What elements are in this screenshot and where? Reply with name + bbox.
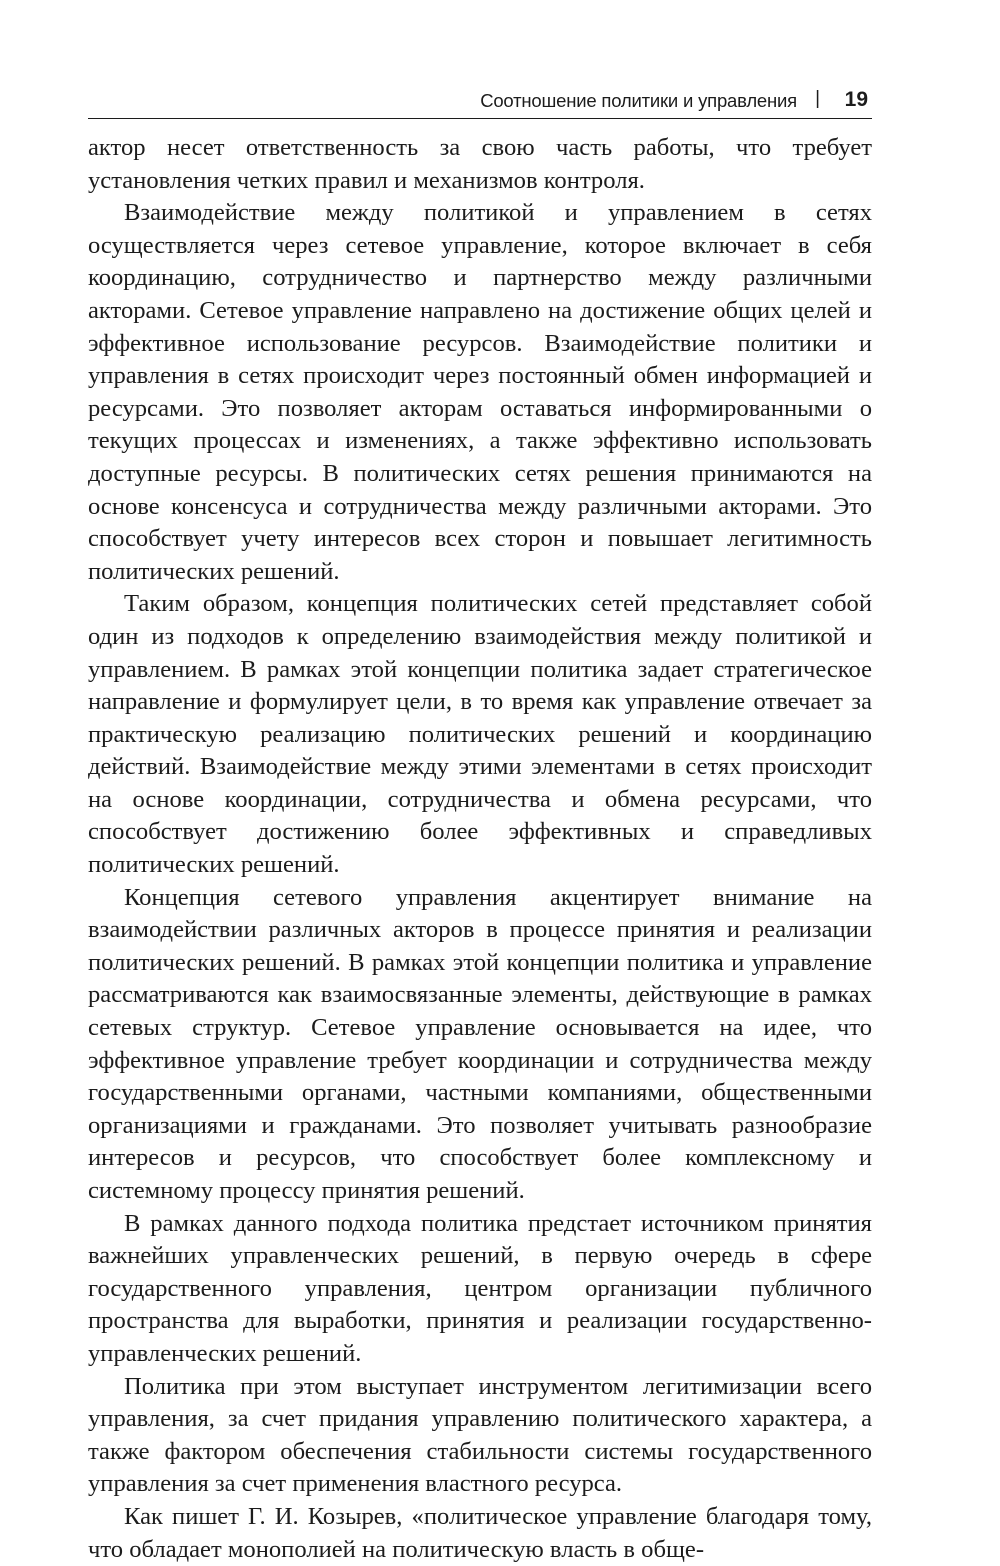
running-title: Соотношение политики и управления [480, 90, 797, 111]
page-number: 19 [844, 88, 868, 111]
paragraph: Взаимодействие между политикой и управлением в сетях осуществляется через сетевое управление, которое включает в себя координацию, сотрудничество и партнерство между различными акторами. Сетевое управление направлено на достижение общих целей и эффективное использование ресурсов. Взаимодействие политики и управления в сетях происходит через постоянный обмен информацией и ресурсами. Это позволяет акторам оставаться информированными о текущих процессах и изменениях, а также эффективно использовать доступные ресурсы. В политических сетях решения принимаются на основе консенсуса и сотрудничества между различными акторами. Это способствует учету интересов всех сторон и повышает легитимность политических решений. [88, 199, 872, 585]
header-separator: | [815, 88, 820, 109]
paragraph: В рамках данного подхода политика предстает источником принятия важнейших управленческих решений, в первую очередь в сфере государственного управления, центром организации публичного пространства для выработки, принятия и реализации государственно-управленческих решений. [88, 1209, 872, 1367]
paragraph-continued: актор несет ответственность за свою часть работы, что требует установления четких правил и механизмов контроля. [88, 134, 872, 194]
header-rule [88, 118, 872, 119]
paragraph: Как пишет Г. И. Козырев, «политическое управление благодаря тому, что обладает монополией на политическую власть в обще- [88, 1502, 872, 1563]
paragraph: Концепция сетевого управления акцентирует внимание на взаимодействии различных акторов в процессе принятия и реализации политических решений. В рамках этой концепции политика и управление рассматриваются как взаимосвязанные элементы, действующие в рамках сетевых структур. Сетевое управление основывается на идее, что эффективное управление требует координации и сотрудничества между государственными органами, частными компаниями, общественными организациями и гражданами. Это позволяет учитывать разнообразие интересов и ресурсов, что способствует более комплексному и системному процессу принятия решений. [88, 883, 872, 1204]
paragraph: Таким образом, концепция политических сетей представляет собой один из подходов к определению взаимодействия между политикой и управлением. В рамках этой концепции политика задает стратегическое направление и формулирует цели, в то время как управление отвечает за практическую реализацию политических решений и координацию действий. Взаимодействие между этими элементами в сетях происходит на основе координации, сотрудничества и обмена ресурсами, что способствует достижению более эффективных и справедливых политических решений. [88, 590, 872, 879]
running-header [88, 86, 870, 116]
body-text [88, 132, 872, 1566]
paragraph: Политика при этом выступает инструментом легитимизации всего управления, за счет придания управлению политического характера, а также фактором обеспечения стабильности системы государственного управления за счет применения властного ресурса. [88, 1372, 872, 1498]
